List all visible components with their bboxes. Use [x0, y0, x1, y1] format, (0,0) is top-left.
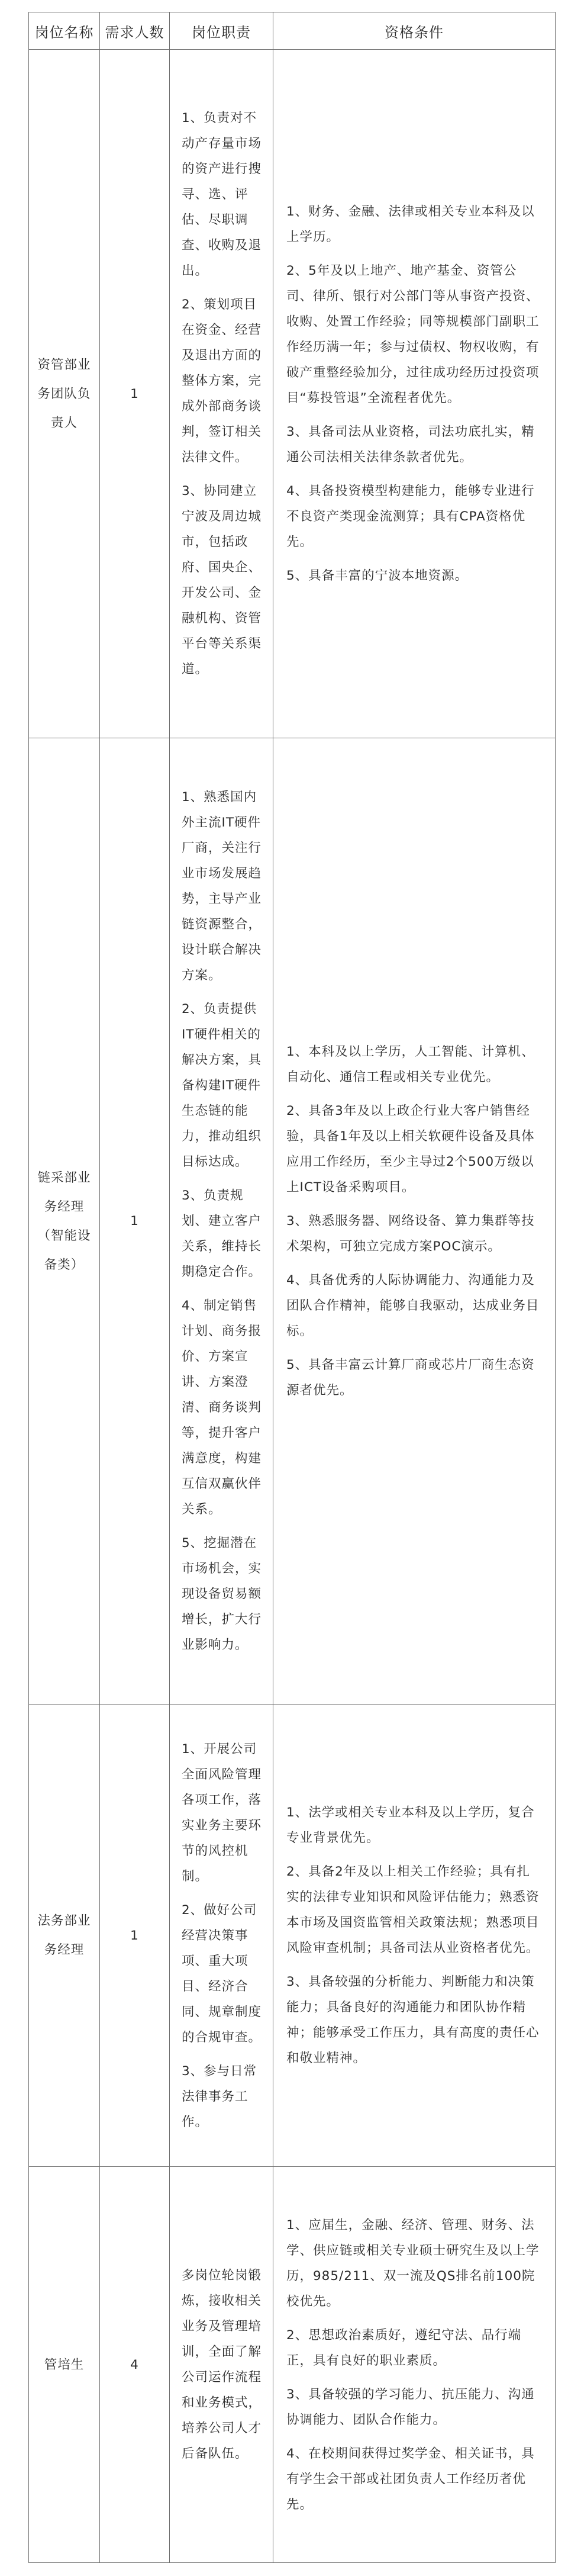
- duties-cell: [170, 738, 273, 1705]
- headcount: 1: [100, 738, 170, 1705]
- qualification-item: 1、财务、金融、法律或相关专业本科及以上学历。: [286, 204, 535, 245]
- qualifications-cell: [273, 50, 556, 738]
- qualification-item: 1、法学或相关专业本科及以上学历，复合专业背景优先。: [286, 1805, 535, 1845]
- position-name: 资管部业务团队负责人: [29, 50, 100, 738]
- qualification-item: 3、具备司法从业资格，司法功底扎实，精通公司法相关法律条款者优先。: [286, 424, 535, 465]
- table-row: [29, 738, 556, 1705]
- duty-item: 2、策划项目在资金、经营及退出方面的整体方案，完成外部商务谈判，签订相关法律文件。: [182, 297, 262, 465]
- duty-item: 2、负责提供IT硬件相关的解决方案，具备构建IT硬件生态链的能力，推动组织目标达成。: [182, 1002, 262, 1169]
- duty-item: 3、负责规划、建立客户关系，维持长期稳定合作。: [182, 1188, 262, 1279]
- recruitment-table-container: [28, 12, 555, 2563]
- qualification-item: 2、思想政治素质好，遵纪守法、品行端正，具有良好的职业素质。: [286, 2327, 522, 2368]
- duty-item: 3、参与日常法律事务工作。: [182, 2063, 257, 2130]
- table-row: [29, 2167, 556, 2563]
- duty-item: 1、熟悉国内外主流IT硬件厂商，关注行业市场发展趋势，主导产业链资源整合，设计联合解决方案。: [182, 790, 262, 983]
- qualifications-cell: [273, 738, 556, 1705]
- qualification-item: 3、熟悉服务器、网络设备、算力集群等技术架构，可独立完成方案POC演示。: [286, 1214, 535, 1254]
- header-row: [29, 12, 556, 50]
- qualification-item: 4、在校期间获得过奖学金、相关证书，具有学生会干部或社团负责人工作经历者优先。: [286, 2446, 535, 2512]
- qualification-item: 1、本科及以上学历，人工智能、计算机、自动化、通信工程或相关专业优先。: [286, 1044, 535, 1085]
- header-position: 岗位名称: [29, 12, 100, 50]
- position-name: 法务部业务经理: [29, 1705, 100, 2167]
- header-qualifications: 资格条件: [273, 12, 556, 50]
- duties-cell: [170, 50, 273, 738]
- qualification-item: 4、具备投资模型构建能力，能够专业进行不良资产类现金流测算；具有CPA资格优先。: [286, 484, 535, 549]
- duty-item: 3、协同建立宁波及周边城市，包括政府、国央企、开发公司、金融机构、资管平台等关系渠道。: [182, 484, 262, 677]
- qualification-item: 5、具备丰富云计算厂商或芯片厂商生态资源者优先。: [286, 1358, 535, 1398]
- qualification-item: 1、应届生，金融、经济、管理、财务、法学、供应链或相关专业硕士研究生及以上学历，985/211、双一流及QS排名前100院校优先。: [286, 2217, 540, 2309]
- table-row: [29, 50, 556, 738]
- qualification-item: 2、5年及以上地产、地产基金、资管公司、律所、银行对公部门等从事资产投资、收购、处置工作经验；同等规模部门副职工作经历满一年；参与过债权、物权收购，有破产重整经验加分，过往成功经历过投资项目“募投管退”全流程者优先。: [286, 263, 540, 406]
- qualification-item: 5、具备丰富的宁波本地资源。: [286, 568, 469, 583]
- qualification-item: 4、具备优秀的人际协调能力、沟通能力及团队合作精神，能够自我驱动，达成业务目标。: [286, 1273, 540, 1339]
- duty-item: 4、制定销售计划、商务报价、方案宣讲、方案澄清、商务谈判等，提升客户满意度，构建互信双赢伙伴关系。: [182, 1298, 262, 1517]
- qualification-item: 2、具备3年及以上政企行业大客户销售经验，具备1年及以上相关软硬件设备及具体应用工作经历，至少主导过2个500万级以上ICT设备采购项目。: [286, 1104, 535, 1195]
- position-name: 链采部业务经理（智能设备类）: [29, 738, 100, 1705]
- headcount: 1: [100, 50, 170, 738]
- duties-cell: [170, 1705, 273, 2167]
- qualification-item: 2、具备2年及以上相关工作经验；具有扎实的法律专业知识和风险评估能力；熟悉资本市场及国资监管相关政策法规；熟悉项目风险审查机制；具备司法从业资格者优先。: [286, 1864, 540, 1956]
- duties-cell: [170, 2167, 273, 2563]
- duty-item: 5、挖掘潜在市场机会，实现设备贸易额增长，扩大行业影响力。: [182, 1536, 262, 1652]
- qualifications-cell: [273, 1705, 556, 2167]
- duty-item: 多岗位轮岗锻炼，接收相关业务及管理培训，全面了解公司运作流程和业务模式，培养公司人才后备队伍。: [182, 2268, 262, 2461]
- qualification-item: 3、具备较强的分析能力、判断能力和决策能力；具备良好的沟通能力和团队协作精神；能够承受工作压力，具有高度的责任心和敬业精神。: [286, 1974, 540, 2066]
- header-duties: 岗位职责: [170, 12, 273, 50]
- recruitment-table: [28, 12, 556, 2563]
- headcount: 1: [100, 1705, 170, 2167]
- duty-item: 1、开展公司全面风险管理各项工作，落实业务主要环节的风控机制。: [182, 1741, 262, 1884]
- header-count: 需求人数: [100, 12, 170, 50]
- qualifications-cell: [273, 2167, 556, 2563]
- qualification-item: 3、具备较强的学习能力、抗压能力、沟通协调能力、团队合作能力。: [286, 2387, 535, 2427]
- table-row: [29, 1705, 556, 2167]
- duty-item: 2、做好公司经营决策事项、重大项目、经济合同、规章制度的合规审查。: [182, 1902, 262, 2045]
- duty-item: 1、负责对不动产存量市场的资产进行搜寻、选、评估、尽职调查、收购及退出。: [182, 111, 262, 278]
- position-name: 管培生: [29, 2167, 100, 2563]
- headcount: 4: [100, 2167, 170, 2563]
